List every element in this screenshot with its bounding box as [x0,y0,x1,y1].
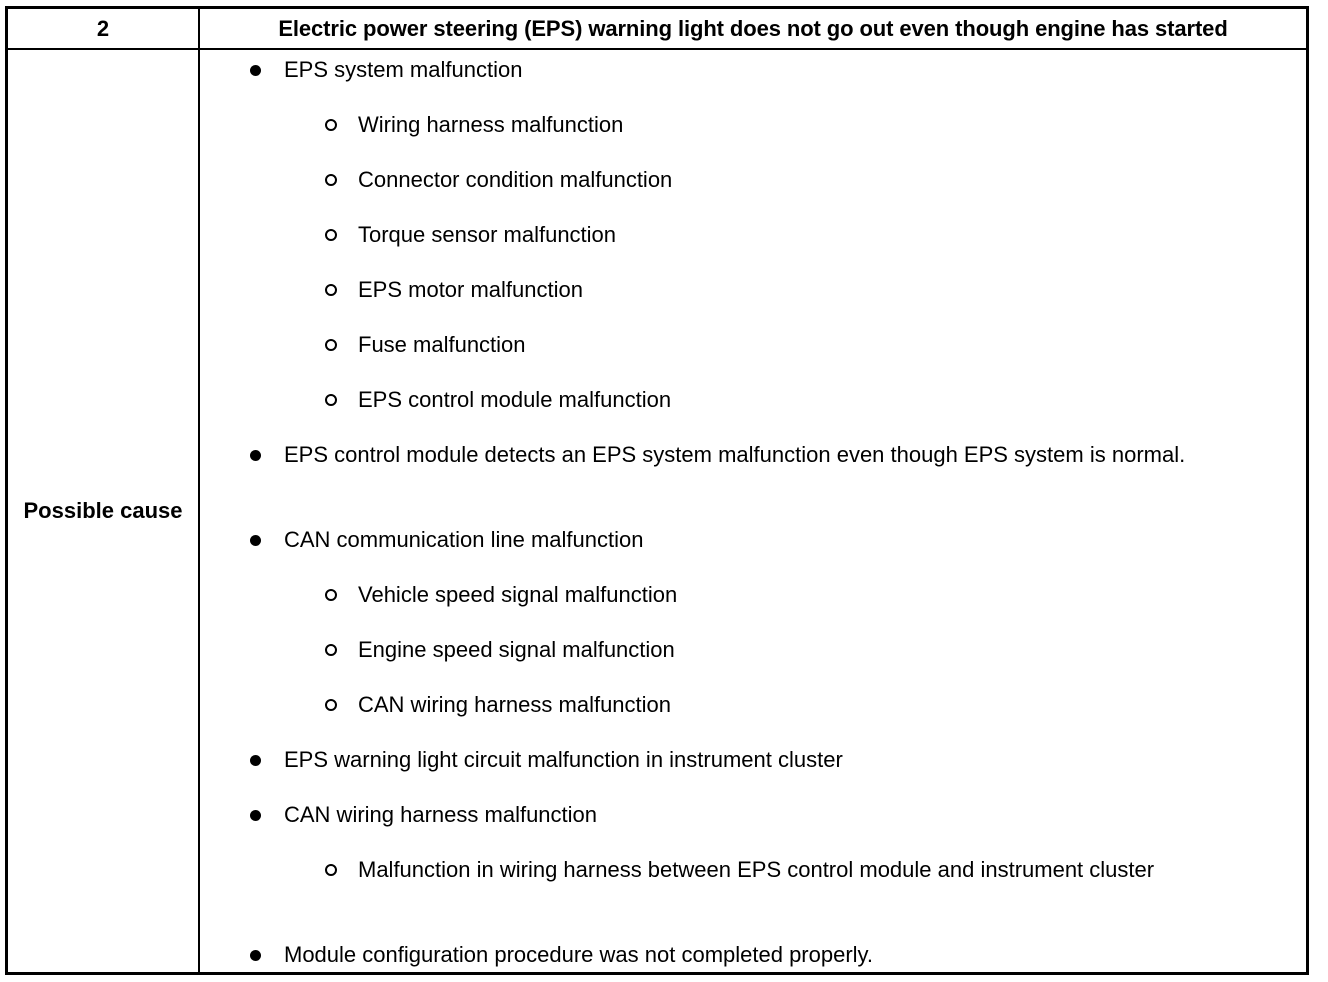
cause-text: EPS control module detects an EPS system malfunction even though EPS system is normal. [284,442,1186,467]
symptom-title: Electric power steering (EPS) warning light does not go out even though engine has started [278,15,1228,41]
cause-subitem [358,855,1238,885]
cause-text: EPS system malfunction [284,57,523,82]
cause-text: Engine speed signal malfunction [358,637,675,662]
cause-text: EPS control module malfunction [358,387,672,412]
hollow-bullet-icon [325,864,337,876]
hollow-bullet-icon [325,284,337,296]
hollow-bullet-icon [325,174,337,186]
filled-bullet-icon [250,535,261,546]
cause-item [284,55,1244,85]
cause-text: Vehicle speed signal malfunction [358,582,678,607]
hollow-bullet-icon [325,589,337,601]
cause-text: Connector condition malfunction [358,167,673,192]
cause-item [284,800,1244,830]
cause-text: Fuse malfunction [358,332,526,357]
cause-text: Torque sensor malfunction [358,222,617,247]
hollow-bullet-icon [325,229,337,241]
cause-subitem [358,275,1238,305]
cause-text: CAN wiring harness malfunction [358,692,672,717]
cause-text: Module configuration procedure was not completed properly. [284,942,874,967]
cause-text: Malfunction in wiring harness between EPS control module and instrument cluster [358,857,1155,882]
cause-subitem [358,165,1238,195]
cause-text: Wiring harness malfunction [358,112,624,137]
hollow-bullet-icon [325,339,337,351]
cause-subitem [358,385,1238,415]
cause-subitem [358,580,1238,610]
row-label-possible-cause: Possible cause [23,498,183,523]
hollow-bullet-icon [325,394,337,406]
step-number: 2 [96,15,110,41]
hollow-bullet-icon [325,644,337,656]
cause-item [284,745,1244,775]
filled-bullet-icon [250,755,261,766]
cause-text: CAN wiring harness malfunction [284,802,598,827]
cause-subitem [358,110,1238,140]
hollow-bullet-icon [325,119,337,131]
hollow-bullet-icon [325,699,337,711]
cause-subitem [358,690,1238,720]
cause-text: EPS warning light circuit malfunction in instrument cluster [284,747,843,772]
cause-item [284,525,1244,555]
possible-cause-list [200,50,1306,972]
cause-subitem [358,330,1238,360]
cause-text: EPS motor malfunction [358,277,583,302]
cause-subitem [358,220,1238,250]
cause-item [284,940,1244,970]
filled-bullet-icon [250,950,261,961]
cause-item [284,440,1244,470]
filled-bullet-icon [250,450,261,461]
cause-table [5,6,1309,975]
filled-bullet-icon [250,810,261,821]
cause-text: CAN communication line malfunction [284,527,644,552]
filled-bullet-icon [250,65,261,76]
cause-subitem [358,635,1238,665]
